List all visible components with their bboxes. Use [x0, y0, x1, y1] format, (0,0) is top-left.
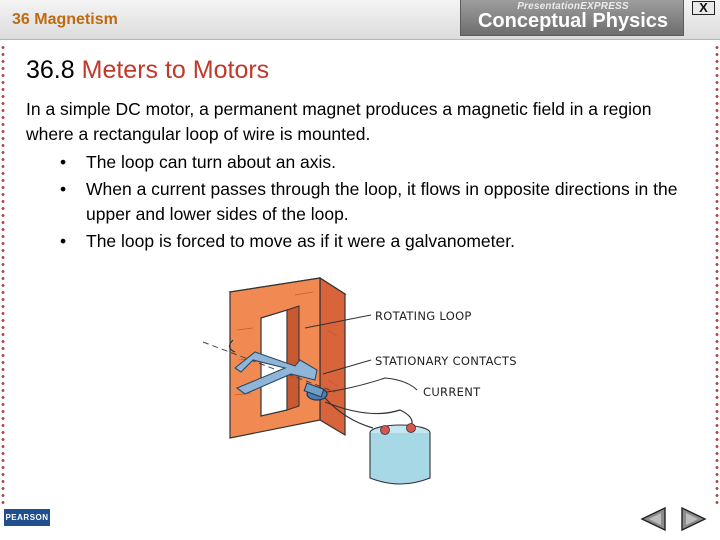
intro-paragraph: In a simple DC motor, a permanent magnet produces a magnetic field in a region where a rectangular loop of wire is mounted. — [26, 99, 652, 144]
header-bar — [0, 0, 720, 40]
magnet-inner-shadow — [287, 306, 299, 410]
left-dotted-border — [1, 44, 5, 504]
pearson-logo: PEARSON — [4, 509, 50, 526]
chapter-title: 36 Magnetism — [12, 11, 118, 28]
previous-slide-icon — [638, 505, 668, 533]
bullet-text: The loop can turn about an axis. — [86, 152, 337, 172]
right-dotted-border — [715, 44, 719, 504]
dc-motor-illustration — [195, 270, 535, 490]
bullet-text: The loop is forced to move as if it were a galvanometer. — [86, 231, 515, 251]
bullet-item — [60, 177, 680, 227]
bullet-item — [60, 149, 680, 176]
brand-title: Conceptual Physics — [477, 10, 669, 32]
section-number: 36.8 — [26, 56, 75, 84]
label-stationary-contacts: STATIONARY CONTACTS — [375, 354, 517, 368]
next-slide-button[interactable] — [679, 505, 709, 533]
bullet-item — [60, 228, 680, 255]
bullet-dot: • — [60, 179, 67, 199]
close-button[interactable]: X — [692, 1, 715, 15]
previous-slide-button[interactable] — [638, 505, 668, 533]
slide-title — [26, 56, 269, 85]
bullet-list — [60, 149, 680, 255]
bullet-dot: • — [60, 231, 67, 251]
brand-logo — [460, 0, 684, 36]
bullet-text: When a current passes through the loop, it flows in opposite directions in the upper and lower sides of the loop. — [86, 179, 678, 224]
battery-terminal-right — [407, 424, 416, 433]
next-slide-icon — [679, 505, 709, 533]
magnet-side-face — [320, 278, 345, 435]
label-current: CURRENT — [423, 385, 481, 399]
bullet-dot: • — [60, 152, 67, 172]
battery-body — [370, 433, 430, 484]
section-title: Meters to Motors — [81, 56, 270, 84]
battery-terminal-left — [381, 426, 390, 435]
magnet-front-face — [230, 278, 320, 438]
label-rotating-loop: ROTATING LOOP — [375, 309, 472, 323]
brand-subtitle: PresentationEXPRESS — [517, 1, 629, 12]
motor-drawing — [195, 270, 535, 490]
